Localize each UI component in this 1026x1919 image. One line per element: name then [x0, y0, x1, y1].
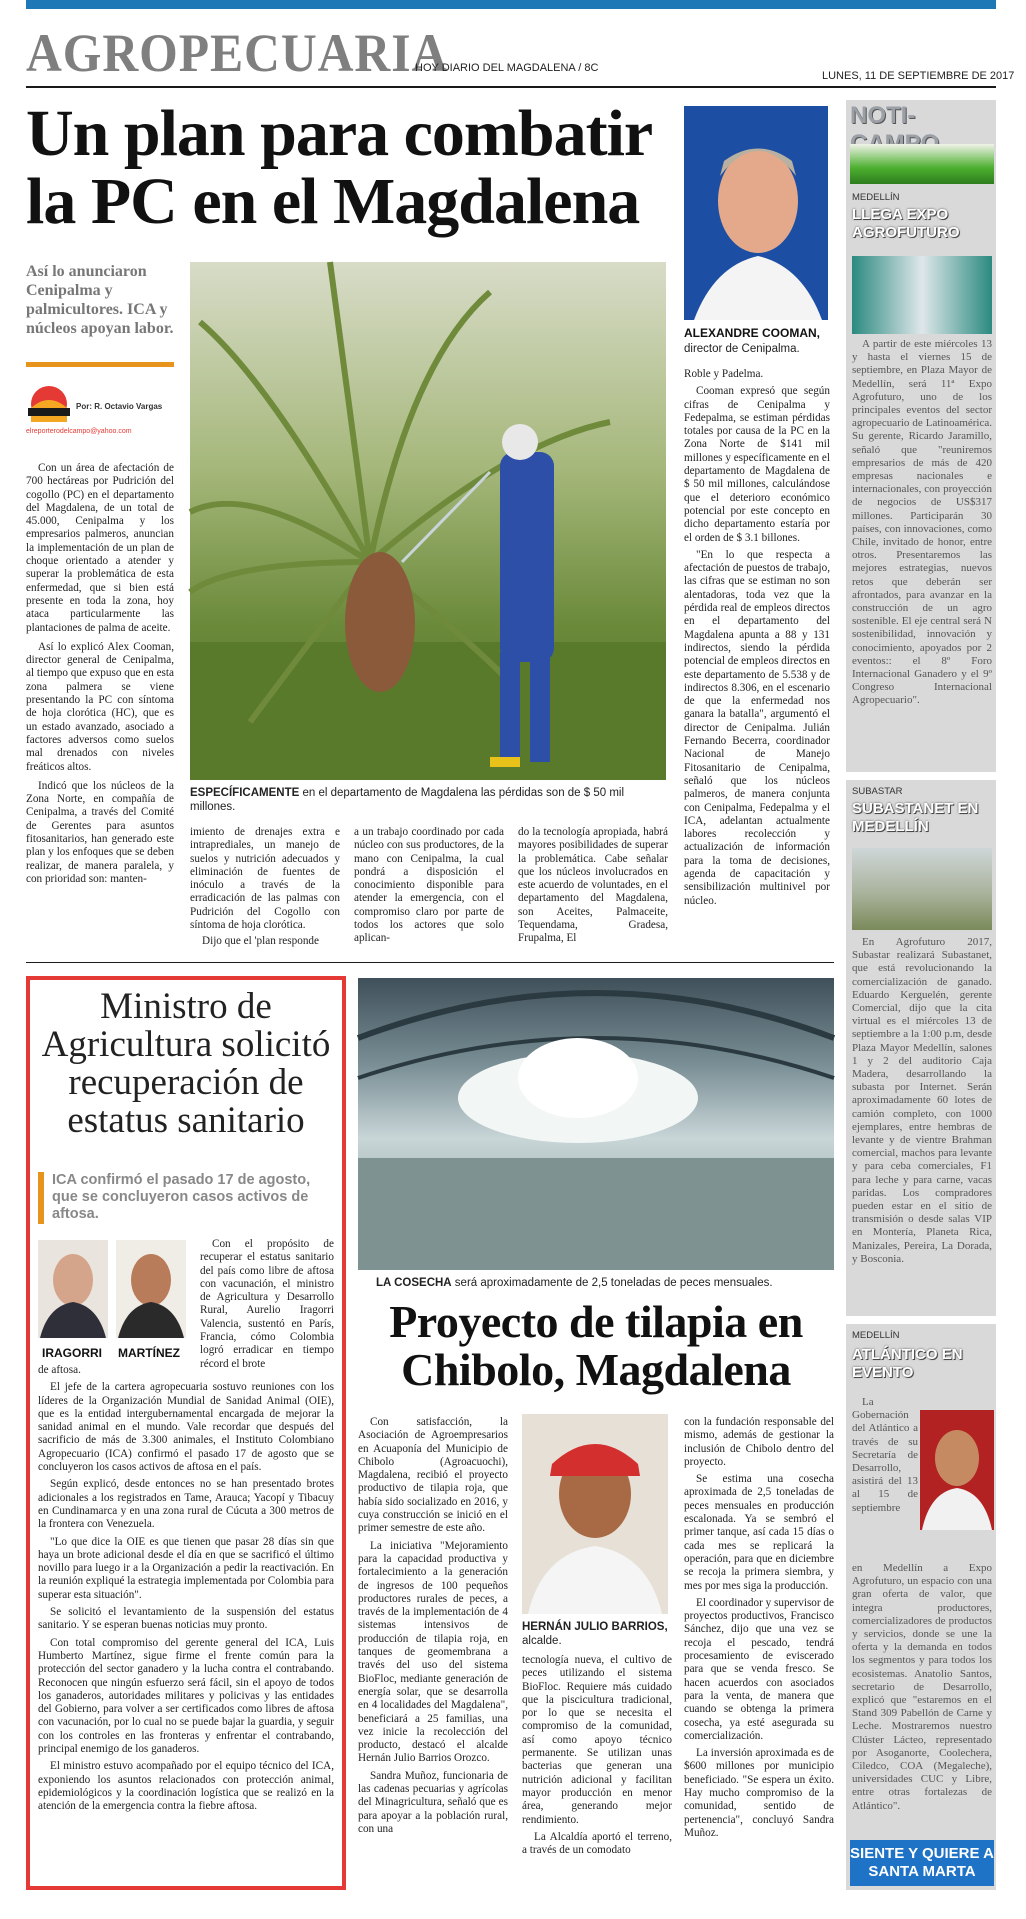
byline: Por: R. Octavio Vargas — [76, 402, 163, 411]
paragraph: Cooman expresó que según cifras de Cenipalma y Fedepalma, se estiman pérdidas totales por causa de la PC en la Zona Norte de $141 mil millones y específicamente en el departamento de Magdalena de $ 50 mil millones, calculándose que el deterioro económico potencial por este concepto en dicho departamento estaría por el orden de $ 3.1 billones. — [684, 385, 831, 544]
paragraph: Según explicó, desde entonces no se han presentado brotes adicionales a los registrados en Tame, Arauca; Yacopí y Tibacuy en Cundinamarca y en una zona rural de Cúcuta a 300 metros de la frontera con Venezuela. — [38, 1478, 334, 1531]
grass-banner — [850, 144, 994, 184]
portrait-role: director de Cenipalma. — [684, 343, 800, 355]
item2-body — [852, 936, 992, 1306]
paragraph: "Lo que dice la OIE es que tienen que pasar 28 días sin que haya un brote adicional desde el día en que se sacrificó el último novillo para luego ir a la Organización a pedir la reactivación. En la reunión expliqué la estrategia implementada por Colombia para superar esta situación". — [38, 1535, 334, 1601]
palm-tree-image — [190, 262, 666, 780]
sidebar-brand: NOTI- — [850, 102, 916, 129]
minister-headline: Ministro de Agricultura solicitó recuperación de estatus sanitario — [41, 986, 331, 1141]
santa-marta-banner: SIENTE Y QUIERE A SANTA MARTA — [850, 1840, 994, 1886]
sidebar-divider — [846, 772, 996, 780]
item3-body-a — [852, 1396, 918, 1562]
tilapia-column-3 — [684, 1416, 834, 1890]
item3-kicker: MEDELLÍN — [852, 1330, 900, 1341]
paragraph: El ministro estuvo acompañado por el equipo técnico del ICA, exponiendo los asuntos relacionados con protección animal, epidemiológicos y la coordinación logística que se realizó en la atención de la emergencia contra la fiebre aftosa. — [38, 1760, 334, 1813]
main-column-4 — [518, 826, 668, 946]
portrait-name: ALEXANDRE COOMAN, — [684, 326, 821, 340]
main-headline: Un plan para combatir la PC en el Magdalena — [26, 97, 652, 238]
cooman-portrait — [684, 106, 828, 320]
iragorri-portrait — [38, 1240, 108, 1338]
caption-lead: ESPECÍFICAMENTE — [190, 787, 300, 799]
paragraph: Dijo que el 'plan responde — [202, 935, 319, 948]
deck-rule — [26, 362, 174, 367]
portrait-name: HERNÁN JULIO BARRIOS, — [522, 1621, 668, 1633]
paragraph: en Medellín a Expo Agrofuturo, un espacio con una gran oferta de valor, que integra productores, comercializadores de productos y servicios, donde se une la oferta y la demanda en todos los segmentos y para todos los ecosistemas. Anatolio Santos, secretario de Desarrollo, explicó que "estaremos en el Stand 309 Pabellón de Carne y Leche. Mostraremos nuestro Clúster Lácteo, representado por Asoganorte, Coolechera, Ciledco, COA (Megaleche), universidades CUC y Libre, entre otras fortalezas de Atlántico". — [852, 1562, 992, 1812]
reporter-logo-icon — [26, 382, 72, 426]
tilapia-column-2 — [522, 1654, 672, 1890]
paragraph: imiento de drenajes extra e intraprediales, un manejo de suelos y nutrición adecuados y eliminación de fuentes de inóculo a través de la erradicación de las palmas con Pudrición del Cogollo con síntoma de hoja clorótica. — [190, 826, 340, 932]
tilapia-column-1 — [358, 1416, 508, 1890]
minister-deck: ICA confirmó el pasado 17 de agosto, que se concluyeron casos activos de aftosa. — [52, 1172, 311, 1222]
expo-photo — [852, 256, 992, 334]
paragraph: El coordinador y supervisor de proyectos productivos, Francisco Sánchez, dijo que una vez se recoja el pescado, tendrá procesamiento de eviscerado para que se venda fresco. Se hacen acuerdos con asociados para la venta, de manera que cuando se obtenga la primera cosecha, ya esté asegurada su comercialización. — [684, 1596, 834, 1742]
caption-lead: LA COSECHA — [376, 1277, 452, 1289]
main-column-5 — [684, 368, 830, 948]
minister-lead — [200, 1238, 334, 1370]
caption-text: en el departamento de Magdalena las pérdidas son de $ 50 mil millones. — [190, 787, 625, 813]
item1-title: LLEGA EXPO AGROFUTURO — [852, 206, 960, 241]
minister-body — [38, 1364, 334, 1884]
paragraph: En Agrofuturo 2017, Subastar realizará Subastanet, que está revolucionando la comercialización de ganado. Eduardo Kerguelén, gerente Comercial, dijo que la cita virtual es el miércoles 13 de septiembre a la 1:00 p.m, desde Plaza Mayor Medellín, salones 1 y 2 del auditorio Caja Madera, desarrollando la subasta por Internet. Serán aproximadamente 60 lotes de camión completo, con 1000 ejemplares, entre hembras de levante y de vientre Brahman comercial, machos para levante y para ceba comerciales, F1 para leche y para carne, vacas paridas. Los compradores pueden estar en el sitio de transmisión o desde salas VIP en Montería, Planeta Rica, Manizales, Pereira, La Dorada, y Bosconia. — [852, 936, 992, 1265]
paragraph: con la fundación responsable del mismo, además de gestionar la inclusión de Chibolo dentro del proyecto. — [684, 1416, 834, 1468]
item3-body-b — [852, 1562, 992, 1830]
name-martinez: MARTÍNEZ — [118, 1346, 180, 1360]
paragraph: La inversión aproximada es de $600 millones por municipio beneficiado. "Se espera un éxito. Hay mucho compromiso de la comunidad, sentido de pertenencia", concluyó Sandra Muñoz. — [684, 1747, 834, 1839]
person-photo — [920, 1410, 994, 1530]
paragraph: Roble y Padelma. — [684, 368, 764, 380]
item1-kicker: MEDELLÍN — [852, 192, 900, 203]
item2-kicker: SUBASTAR — [852, 786, 903, 797]
paragraph: do la tecnología apropiada, habrá mayores posibilidades de superar la problemática. Cabe señalar que los núcleos involucrados en este acuerdo de voluntades, en el departamento del Magdalena, son Aceites, Palmaceite, Tequendama, Gradesa, Frupalma, El — [518, 826, 668, 945]
header-rule — [26, 86, 996, 88]
paragraph: Indicó que los núcleos de la Zona Norte, en compañía de Cenipalma, a través del Comité de Gerentes para asuntos fitosanitarios, han generado este plan y los enfoques que se deben realizar, de manera paralela, y con prioridad son: manten- — [26, 779, 174, 885]
item2-title: SUBASTANET EN MEDELLÍN — [852, 800, 979, 835]
aeration-pond-image — [358, 978, 834, 1270]
fish-photo-caption — [376, 1276, 836, 1290]
issue-date: LUNES, 11 DE SEPTIEMBRE DE 2017 — [822, 70, 1015, 82]
tilapia-headline: Proyecto de tilapia en Chibolo, Magdalena — [389, 1296, 803, 1395]
top-color-bar — [26, 0, 996, 9]
main-column-1 — [26, 462, 174, 942]
sidebar-divider — [846, 1316, 996, 1324]
columnist-logo — [26, 382, 176, 440]
paragraph: Sandra Muñoz, funcionaria de las cadenas pecuarias y agrícolas del Minagricultura, señaló que es para apoyar a la población rural, con una — [358, 1769, 508, 1835]
barrios-caption — [522, 1620, 672, 1648]
section-masthead: AGROPECUARIA — [26, 23, 449, 83]
paragraph: Con total compromiso del gerente general del ICA, Luis Humberto Martínez, sigue firme el frente común para la protección del sector ganadero y la lucha contra el contrabando. Reconocen que ningún esfuerzo será fácil, sin el apoyo de todos los ganaderos, autoridades militares y policivas y las entidades del Gobierno, para volver a ser certificados como libres de aftosa con vacunación, por lo cual no se puede bajar la guardia, y seguir con los controles en las fronteras y enfrentar el contrabando, principal enemigo de los ganaderos. — [38, 1636, 334, 1756]
paragraph: Se solicitó el levantamiento de la suspensión del estatus sanitario. Y se esperan buenas noticias muy pronto. — [38, 1606, 334, 1632]
person-photo — [522, 1414, 668, 1614]
paragraph: "En lo que respecta a afectación de puestos de trabajo, las cifras que se estiman no son alentadoras, toda vez que la pérdida real de empleos directos en el departamento del Magdalena apunta a 88 y 131 indirectos, siendo la pérdida potencial de empleos directos en este departamento de 5.538 y de indirectos 8.306, en el escenario de que la enfermedad nos ganara la batalla", argumentó el director de Cenipalma. Julián Fernando Becerra, coordinador Nacional de Manejo Fitosanitario de Cenipalma, señaló que los núcleos palmeros, de manera conjunta con Cenipalma, Fedepalma y el ICA, adelantan actualmente labores recolección y actualización de información para la toma de decisiones, agenda de capacitación y sensibilización multinivel por núcleo. — [684, 548, 831, 907]
barrios-portrait — [522, 1414, 668, 1614]
paragraph: a un trabajo coordinado por cada núcleo con sus productores, de la mano con Cenipalma, la cual pondrá a disposición el conocimiento disponible para atender la emergencia, con el compromiso claro por parte de todos los actores que solo aplican- — [354, 826, 504, 945]
person-photo — [38, 1240, 108, 1338]
name-iragorri: IRAGORRI — [42, 1346, 102, 1360]
paragraph: Con satisfacción, la Asociación de Agroempresarios en Acuaponía del Municipio de Chibolo (Agroacuochi), Magdalena, recibió el proyecto productivo de tilapia roja, que había sido socializado en 2016, y cuya construcción se inició en el primer semestre de este año. — [358, 1416, 508, 1535]
palm-photo-caption — [190, 786, 666, 814]
martinez-portrait — [116, 1240, 186, 1338]
paragraph: A partir de este miércoles 13 y hasta el viernes 15 de septiembre, en Plaza Mayor de Medellín, será 11ª Expo Agrofuturo, uno de los principales eventos del sector agropecuario de Latinoamérica. Su gerente, Ricardo Jaramillo, señaló que "reuniremos empresarios de más de 420 empresas nacionales e internacionales, con proyección de negocios de US$317 millones. Participarán 30 países, con innovaciones, como Chile, invitado de honor, entre otros. Presentaremos las mejores estrategias, nuevos retos que deberán ser afrontados, para avanzar en la construcción de un agro sostenible. El eje central será N sostenibilidad, innovación y conocimiento, apoyados por 2 eventos:: el 8º Foro Internacional Ganadero y el 9º Congreso Internacional Agropecuario". — [852, 338, 992, 707]
main-column-2 — [190, 826, 340, 946]
santos-portrait — [920, 1410, 994, 1530]
paper-label: HOY DIARIO DEL MAGDALENA / 8C — [415, 62, 599, 74]
caption-text: será aproximadamente de 2,5 toneladas de peces mensuales. — [451, 1277, 773, 1289]
paragraph: Así lo explicó Alex Cooman, director general de Cenipalma, al tiempo que expuso que en esta zona palmera se viene presentando la PC con síntoma de hoja clorótica (HC), que es un estado avanzado, asociado a factores adversos como suelos mal drenados con niveles freáticos altos. — [26, 640, 174, 773]
paragraph: El jefe de la cartera agropecuaria sostuvo reuniones con los líderes de la Organización Mundial de Sanidad Animal (OIE), que es la entidad intergubernamental encargada de mejorar la sanidad animal en el mundo. Vale recordar que después del sacrificio de más de 3.300 animales, el Instituto Colombiano Agropecuario (ICA) confirmó el pasado 17 de agosto que se concluyeron los casos activos de aftosa en el país. — [38, 1381, 334, 1474]
paragraph: tecnología nueva, el cultivo de peces utilizando el sistema BioFloc. Requiere más cuidado que la piscicultura tradicional, por lo que se necesita el compromiso de la comunidad, así como apoyo técnico permanente. Se utilizan unas bacterias que generan una nutrición adicional y facilitan mayor producción en menor área, generando mejor rendimiento. — [522, 1654, 672, 1826]
main-column-3 — [354, 826, 504, 946]
paragraph: Se estima una cosecha aproximada de 2,5 toneladas de peces mensuales en producción escalonada. Ya se sembró el primer tanque, así cada 15 días o cada mes se replicará la operación, para que en diciembre se recoja la primera siembra, y mes por mes siga la producción. — [684, 1473, 834, 1592]
paragraph: La Gobernación del Atlántico a través de su Secretaría de Desarrollo, asistirá del 13 al 15 de septiembre — [852, 1396, 918, 1514]
story-separator — [26, 962, 834, 963]
item1-body — [852, 338, 992, 770]
paragraph: de aftosa. — [38, 1364, 81, 1376]
fish-pond-photo — [358, 978, 834, 1270]
paragraph: La Alcaldía aportó el terreno, a través de un comodato — [522, 1830, 672, 1857]
paragraph: La iniciativa "Mejoramiento para la capacidad productiva y fortalecimiento a la generación de ingresos de 100 pequeños productores rurales de peces, a través de la implementación de 4 sistemas intensivos de producción de tilapia roja, en tanques de geomembrana a través del uso del sistema BioFloc, mediante generación de energía solar, que se desarrolla en 4 localidades del Magdalena", beneficiará a 25 familias, una vez inicie la recolección del producto, destacó el alcalde Hernán Julio Barrios Orozco. — [358, 1539, 508, 1765]
main-deck: Así lo anunciaron Cenipalma y palmicultores. ICA y núcleos apoyan labor. — [26, 263, 174, 337]
portrait-role: alcalde. — [522, 1635, 562, 1647]
cattle-photo — [852, 848, 992, 930]
item3-title: ATLÁNTICO EN EVENTO — [852, 1346, 963, 1381]
person-photo — [684, 106, 828, 320]
email-link[interactable]: elreporterodelcampo@yahoo.com — [26, 428, 132, 435]
person-photo — [116, 1240, 186, 1338]
palm-photo — [190, 262, 666, 780]
paragraph: Con el propósito de recuperar el estatus sanitario del país como libre de aftosa con vacunación, el ministro de Agricultura y Desarrollo Rural, Aurelio Iragorri Valencia, sustentó en París, Francia, cómo Colombia logró erradicar en tiempo récord el brote — [200, 1238, 334, 1370]
paragraph: Con un área de afectación de 700 hectáreas por Pudrición del cogollo (PC) en el departamento del Magdalena, de un total de 45.000, Cenipalma y los empresarios palmeros, anuncian la implementación de un plan de choque orientado a atender y superar la problemática de esta enfermedad, que si bien está presente en toda la zona, hoy ataca particularmente las plantaciones de palma de aceite. — [26, 462, 174, 634]
deck-accent — [38, 1172, 44, 1224]
